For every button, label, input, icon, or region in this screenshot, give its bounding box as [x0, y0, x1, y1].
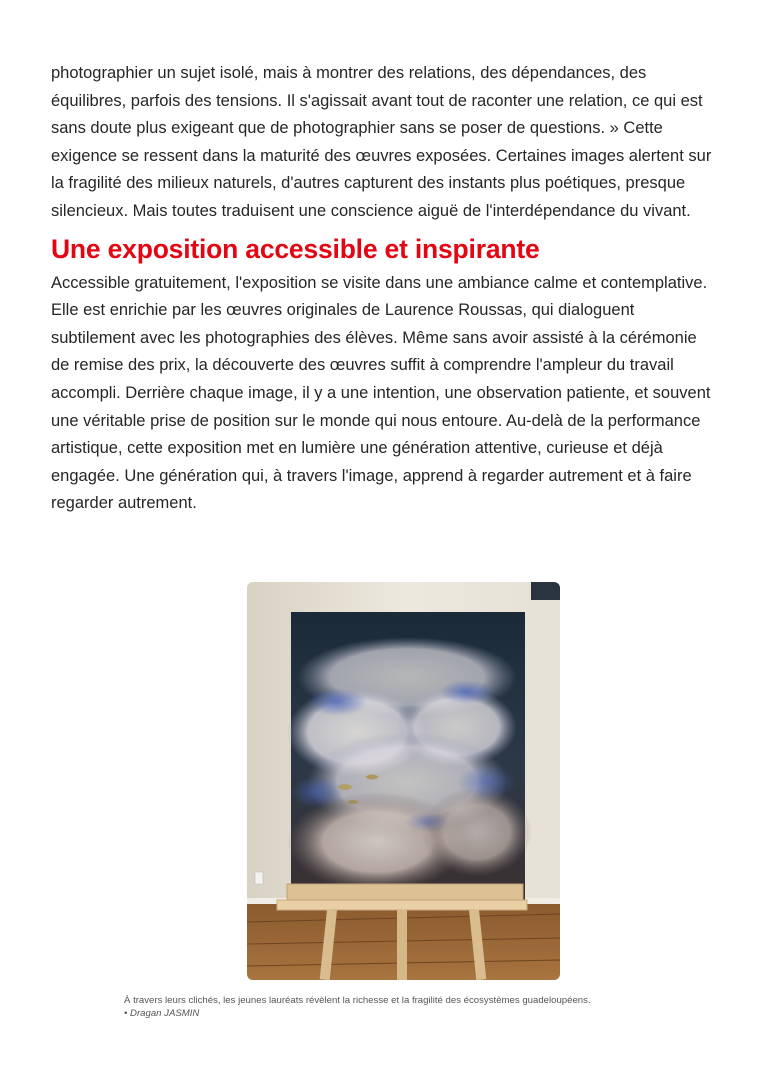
article-body: [51, 60, 713, 518]
exhibition-photo: [247, 582, 560, 980]
figure-caption: [124, 994, 724, 1020]
section-heading: Une exposition accessible et inspirante: [51, 233, 540, 264]
photo-credit: • Dragan JASMIN: [124, 1008, 200, 1019]
caption-text: À travers leurs clichés, les jeunes lauréats révèlent la richesse et la fragilité des écosystèmes guadeloupéens.: [124, 995, 591, 1006]
article-paragraph: Accessible gratuitement, l'exposition se visite dans une ambiance calme et contemplative. Elle est enrichie par les œuvres originales de Laurence Roussas, qui dialoguent subtilement avec les photographies des élèves. Même sans avoir assisté à la cérémonie de remise des prix, la découverte des œuvres suffit à comprendre l'ampleur du travail accompli. Derrière chaque image, il y a une intention, une observation patiente, et souvent une véritable prise de position sur le monde qui nous entoure. Au-delà de la performance artistique, cette exposition met en lumière une génération attentive, curieuse et déjà engagée. Une génération qui, à travers l'image, apprend à regarder autrement et à faire regarder autrement.: [51, 273, 711, 513]
exhibition-photo-illustration: [247, 582, 560, 980]
article-paragraph: photographier un sujet isolé, mais à montrer des relations, des dépendances, des équilibres, parfois des tensions. Il s'agissait avant tout de raconter une relation, ce qui est sans doute plus exigeant que de photographier sans se poser de questions. » Cette exigence se ressent dans la maturité des œuvres exposées. Certaines images alertent sur la fragilité des milieux naturels, d'autres capturent des instants plus poétiques, presque silencieux. Mais toutes traduisent une conscience aiguë de l'interdépendance du vivant.: [51, 64, 712, 220]
